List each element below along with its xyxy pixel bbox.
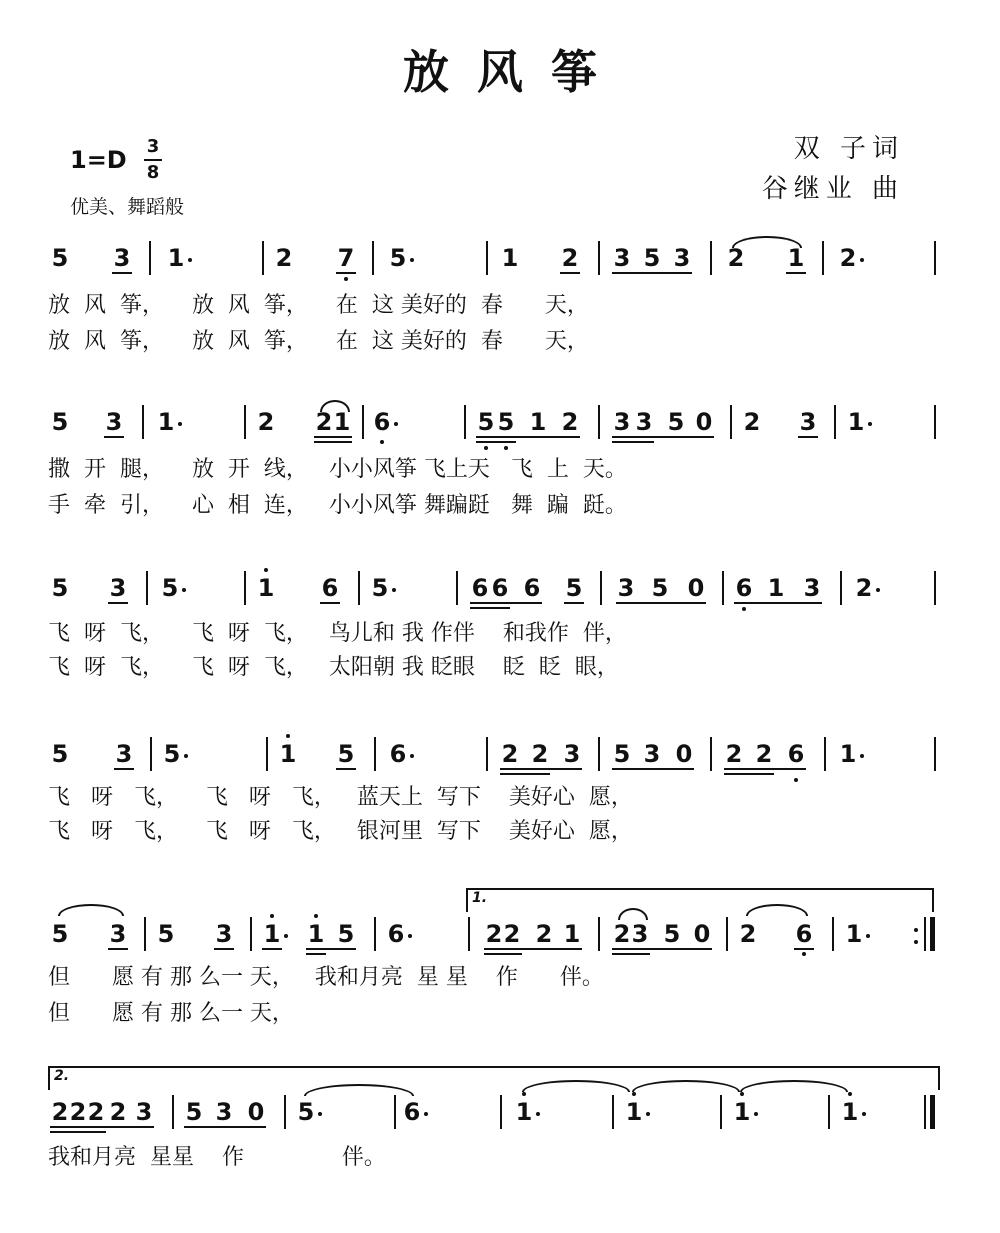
barline <box>149 241 151 275</box>
note: 1 <box>167 244 185 272</box>
note: 3 <box>643 740 661 768</box>
note: 3 <box>113 244 131 272</box>
barline <box>598 737 600 771</box>
lyric-line: 飞 呀 飞， 飞 呀 飞， 太阳朝 我 眨眼 眨 眨 眼， <box>48 655 619 680</box>
aug-dot <box>284 934 288 938</box>
underline-double <box>484 953 522 955</box>
barline <box>394 1095 396 1129</box>
note: 6 <box>523 574 541 602</box>
underline <box>214 948 234 950</box>
underline <box>612 948 712 950</box>
low-dot <box>742 607 746 611</box>
note: 2 <box>485 920 503 948</box>
note: 5 <box>51 574 69 602</box>
note: 0 <box>695 408 713 436</box>
underline-double <box>612 953 650 955</box>
first-ending-bracket <box>466 888 934 912</box>
note: 2 <box>839 244 857 272</box>
note: 5 <box>643 244 661 272</box>
barline <box>500 1095 502 1129</box>
note: 3 <box>613 244 631 272</box>
note: 2 <box>535 920 553 948</box>
note: 2 <box>257 408 275 436</box>
note: 5 <box>163 740 181 768</box>
underline <box>560 272 580 274</box>
underline-double <box>314 441 352 443</box>
high-dot <box>264 568 268 572</box>
underline <box>564 602 584 604</box>
barline <box>486 737 488 771</box>
note: 1 <box>787 244 805 272</box>
barline <box>372 241 374 275</box>
note: 2 <box>51 1098 69 1126</box>
barline <box>464 405 466 439</box>
lyric-line: 飞 呀 飞， 飞 呀 飞， 鸟儿和 我 作伴 和我作 伴， <box>48 621 627 646</box>
barline <box>358 571 360 605</box>
underline <box>184 1126 266 1128</box>
low-dot <box>380 440 384 444</box>
note: 1 <box>733 1098 751 1126</box>
low-dot <box>344 277 348 281</box>
note: 0 <box>247 1098 265 1126</box>
repeat-barline-thick <box>930 917 935 951</box>
barline <box>244 405 246 439</box>
high-dot <box>522 1092 526 1096</box>
time-signature <box>144 136 162 184</box>
barline <box>598 405 600 439</box>
underline <box>612 436 714 438</box>
note: 2 <box>275 244 293 272</box>
barline <box>612 1095 614 1129</box>
barline <box>822 241 824 275</box>
note: 3 <box>673 244 691 272</box>
note: 3 <box>613 408 631 436</box>
barline <box>284 1095 286 1129</box>
barline <box>720 1095 722 1129</box>
note: 0 <box>693 920 711 948</box>
barline <box>934 737 936 771</box>
high-dot <box>270 914 274 918</box>
note: 3 <box>803 574 821 602</box>
note: 3 <box>109 920 127 948</box>
high-dot <box>848 1092 852 1096</box>
underline <box>616 602 706 604</box>
note: 6 <box>403 1098 421 1126</box>
underline-double <box>724 773 774 775</box>
barline <box>726 917 728 951</box>
underline <box>470 602 542 604</box>
aug-dot <box>408 934 412 938</box>
aug-dot <box>410 258 414 262</box>
time-signature-bottom: 8 <box>146 162 160 183</box>
barline <box>600 571 602 605</box>
aug-dot <box>184 754 188 758</box>
note: 5 <box>497 408 515 436</box>
tie-slur <box>58 904 124 916</box>
note: 1 <box>529 408 547 436</box>
note: 2 <box>561 408 579 436</box>
note: 1 <box>279 740 297 768</box>
note: 6 <box>787 740 805 768</box>
underline <box>262 948 282 950</box>
underline <box>724 768 806 770</box>
note: 5 <box>371 574 389 602</box>
barline <box>710 241 712 275</box>
underline <box>336 272 356 274</box>
barline <box>142 405 144 439</box>
note: 3 <box>617 574 635 602</box>
aug-dot <box>754 1112 758 1116</box>
note: 6 <box>795 920 813 948</box>
barline <box>828 1095 830 1129</box>
note: 5 <box>297 1098 315 1126</box>
note: 0 <box>675 740 693 768</box>
underline <box>336 768 356 770</box>
low-dot <box>504 446 508 450</box>
barline <box>146 571 148 605</box>
barline <box>730 405 732 439</box>
underline <box>612 272 692 274</box>
underline <box>114 768 134 770</box>
underline-double <box>306 953 326 955</box>
tie-slur <box>732 236 802 248</box>
underline <box>112 272 132 274</box>
barline <box>250 917 252 951</box>
note: 5 <box>161 574 179 602</box>
underline <box>320 602 340 604</box>
second-ending-label: 2. <box>54 1068 70 1084</box>
underline <box>786 272 806 274</box>
note: 2 <box>501 740 519 768</box>
lyric-line: 飞 呀 飞， 飞 呀 飞， 银河里 写下 美好心 愿， <box>48 819 633 844</box>
aug-dot <box>410 754 414 758</box>
note: 5 <box>51 408 69 436</box>
aug-dot <box>646 1112 650 1116</box>
repeat-dot <box>914 940 918 944</box>
underline-double <box>612 441 654 443</box>
underline <box>500 768 582 770</box>
key-signature: 1=D <box>70 146 127 174</box>
note: 1 <box>501 244 519 272</box>
song-title: 放风筝 <box>403 45 625 99</box>
high-dot <box>314 914 318 918</box>
lyric-line: 我和月亮 星星 作 伴。 <box>48 1145 386 1170</box>
aug-dot <box>876 588 880 592</box>
underline <box>314 436 352 438</box>
high-dot <box>632 1092 636 1096</box>
barline <box>934 571 936 605</box>
note: 2 <box>315 408 333 436</box>
lyric-line: 飞 呀 飞， 飞 呀 飞， 蓝天上 写下 美好心 愿， <box>48 785 633 810</box>
aug-dot <box>178 422 182 426</box>
note: 2 <box>613 920 631 948</box>
note: 2 <box>725 740 743 768</box>
note: 5 <box>337 740 355 768</box>
low-dot <box>484 446 488 450</box>
repeat-dot <box>914 928 918 932</box>
aug-dot <box>394 422 398 426</box>
lyric-line: 放 风 筝， 放 风 筝， 在 这 美好的 春 天， <box>48 329 589 354</box>
barline <box>486 241 488 275</box>
underline <box>306 948 356 950</box>
note: 3 <box>631 920 649 948</box>
barline <box>266 737 268 771</box>
time-signature-line <box>144 159 162 161</box>
note: 5 <box>185 1098 203 1126</box>
note: 5 <box>565 574 583 602</box>
barline <box>840 571 842 605</box>
underline <box>50 1126 154 1128</box>
lyric-line: 放 风 筝， 放 风 筝， 在 这 美好的 春 天， <box>48 293 589 318</box>
note: 1 <box>333 408 351 436</box>
lyricist-credit: 双 子词 <box>793 134 904 164</box>
note: 2 <box>561 244 579 272</box>
note: 2 <box>727 244 745 272</box>
barline <box>374 737 376 771</box>
note: 2 <box>739 920 757 948</box>
underline <box>104 436 124 438</box>
note: 3 <box>799 408 817 436</box>
barline <box>262 241 264 275</box>
aug-dot <box>182 588 186 592</box>
barline <box>144 917 146 951</box>
note: 5 <box>389 244 407 272</box>
note: 2 <box>109 1098 127 1126</box>
underline-double <box>470 607 510 609</box>
note: 5 <box>51 920 69 948</box>
aug-dot <box>868 422 872 426</box>
note: 3 <box>563 740 581 768</box>
underline <box>794 948 814 950</box>
barline <box>468 917 470 951</box>
note: 5 <box>477 408 495 436</box>
note: 6 <box>491 574 509 602</box>
barline <box>172 1095 174 1129</box>
note: 2 <box>87 1098 105 1126</box>
final-barline-thick <box>930 1095 935 1129</box>
underline-double <box>500 773 550 775</box>
note: 3 <box>109 574 127 602</box>
tempo-mark: 优美、舞蹈般 <box>70 196 185 218</box>
note: 7 <box>337 244 355 272</box>
note: 1 <box>845 920 863 948</box>
barline <box>456 571 458 605</box>
aug-dot <box>188 258 192 262</box>
note: 6 <box>387 920 405 948</box>
aug-dot <box>862 1112 866 1116</box>
underline <box>798 436 818 438</box>
time-signature-top: 3 <box>146 136 160 157</box>
note: 5 <box>157 920 175 948</box>
lyric-line: 但 愿 有 那 么一 天， <box>48 1001 294 1026</box>
lyric-line: 撒 开 腿， 放 开 线， 小小风筝 飞上天 飞 上 天。 <box>48 457 627 482</box>
note: 1 <box>841 1098 859 1126</box>
note: 6 <box>735 574 753 602</box>
note: 2 <box>855 574 873 602</box>
aug-dot <box>536 1112 540 1116</box>
lyric-line: 手 牵 引， 心 相 连， 小小风筝 舞蹁跹 舞 蹁 跹。 <box>48 493 627 518</box>
underline <box>108 948 128 950</box>
note: 5 <box>651 574 669 602</box>
note: 6 <box>389 740 407 768</box>
barline <box>374 917 376 951</box>
composer-credit: 谷继业 曲 <box>761 174 904 204</box>
note: 2 <box>531 740 549 768</box>
note: 3 <box>105 408 123 436</box>
note: 6 <box>321 574 339 602</box>
note: 2 <box>755 740 773 768</box>
note: 2 <box>69 1098 87 1126</box>
note: 3 <box>635 408 653 436</box>
tie-slur <box>320 400 350 412</box>
note: 1 <box>839 740 857 768</box>
barline <box>362 405 364 439</box>
barline <box>934 405 936 439</box>
barline <box>722 571 724 605</box>
note: 6 <box>471 574 489 602</box>
low-dot <box>794 778 798 782</box>
barline <box>244 571 246 605</box>
barline <box>824 737 826 771</box>
note: 0 <box>687 574 705 602</box>
note: 5 <box>51 740 69 768</box>
underline-double <box>50 1131 106 1133</box>
underline-double <box>476 441 516 443</box>
high-dot <box>740 1092 744 1096</box>
aug-dot <box>424 1112 428 1116</box>
barline <box>150 737 152 771</box>
aug-dot <box>860 754 864 758</box>
barline <box>934 241 936 275</box>
note: 1 <box>847 408 865 436</box>
underline <box>476 436 580 438</box>
note: 1 <box>157 408 175 436</box>
note: 3 <box>215 1098 233 1126</box>
barline <box>598 241 600 275</box>
note: 2 <box>503 920 521 948</box>
note: 1 <box>563 920 581 948</box>
note: 3 <box>215 920 233 948</box>
note: 5 <box>663 920 681 948</box>
note: 1 <box>767 574 785 602</box>
aug-dot <box>318 1112 322 1116</box>
low-dot <box>802 952 806 956</box>
note: 3 <box>135 1098 153 1126</box>
aug-dot <box>866 934 870 938</box>
note: 3 <box>115 740 133 768</box>
underline <box>734 602 822 604</box>
barline <box>598 917 600 951</box>
final-barline-thin <box>924 1095 926 1129</box>
barline <box>710 737 712 771</box>
note: 5 <box>51 244 69 272</box>
note: 6 <box>373 408 391 436</box>
repeat-barline-thin <box>924 917 926 951</box>
underline <box>484 948 582 950</box>
barline <box>832 917 834 951</box>
barline <box>834 405 836 439</box>
aug-dot <box>392 588 396 592</box>
note: 5 <box>337 920 355 948</box>
note: 1 <box>625 1098 643 1126</box>
underline <box>108 602 128 604</box>
note: 1 <box>515 1098 533 1126</box>
note: 1 <box>307 920 325 948</box>
note: 1 <box>257 574 275 602</box>
note: 5 <box>667 408 685 436</box>
note: 2 <box>743 408 761 436</box>
high-dot <box>286 734 290 738</box>
note: 1 <box>263 920 281 948</box>
aug-dot <box>860 258 864 262</box>
first-ending-label: 1. <box>472 890 488 906</box>
note: 5 <box>613 740 631 768</box>
lyric-line: 但 愿 有 那 么一 天， 我和月亮 星 星 作 伴。 <box>48 965 604 990</box>
underline <box>612 768 694 770</box>
